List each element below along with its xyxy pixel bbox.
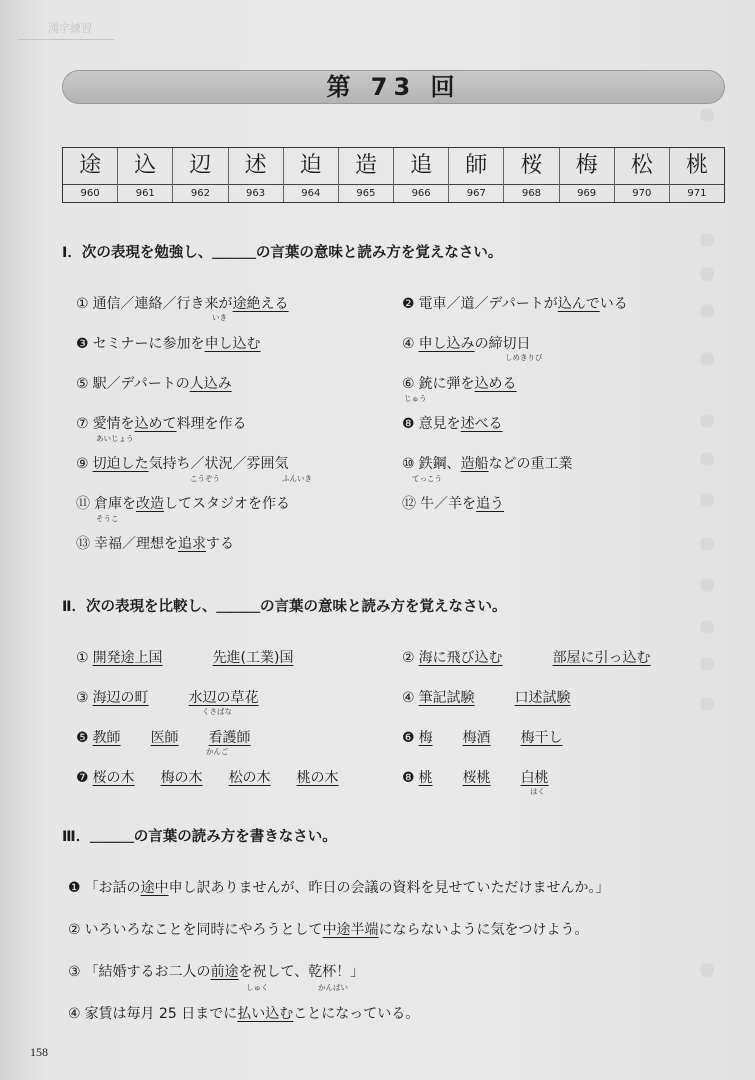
- item-number: ④: [402, 690, 415, 706]
- item-text: 通信／連絡／行き来が: [92, 296, 233, 312]
- kanji-char: 桜: [504, 148, 558, 185]
- underlined-word: 込める: [474, 376, 517, 392]
- comparison-item: [76, 728, 251, 748]
- item-number: ⑥: [402, 376, 415, 392]
- furigana: こうぞう: [190, 474, 220, 483]
- kanji-number: 969: [577, 188, 597, 199]
- kanji-cell: [615, 148, 670, 202]
- item-number: ❼: [76, 770, 89, 786]
- kanji-number: 965: [356, 188, 376, 199]
- furigana: かんぱい: [318, 983, 348, 992]
- item-text: 幸福／理想を: [94, 536, 178, 552]
- item-number: ❸: [76, 336, 89, 352]
- kanji-number: 962: [190, 188, 210, 199]
- compare-word: 梅: [418, 730, 433, 746]
- item-number: ❻: [402, 730, 415, 746]
- compare-word: 桜の木: [92, 770, 135, 786]
- underlined-word: 造船: [460, 456, 489, 472]
- compare-word: 教師: [92, 730, 121, 746]
- lesson-title-banner: [62, 70, 725, 104]
- item-number: ①: [76, 650, 89, 666]
- item-text: する: [206, 536, 234, 552]
- item-number: ❺: [76, 730, 89, 746]
- kanji-cell: [118, 148, 173, 202]
- item-text: 「結婚するお二人の: [84, 964, 211, 980]
- item-number: ❽: [402, 770, 415, 786]
- compare-word: 梅の木: [160, 770, 203, 786]
- expression-item: [402, 414, 503, 434]
- item-text: 鉄鋼、: [418, 456, 461, 472]
- compare-word: 口述試験: [514, 690, 571, 706]
- kanji-number: 963: [246, 188, 266, 199]
- compare-word: 部屋に引っ込む: [552, 650, 651, 666]
- comparison-item: [402, 728, 563, 748]
- item-text: 駅／デパートの: [92, 376, 190, 392]
- expression-item: [402, 374, 517, 394]
- kanji-cell: [670, 148, 724, 202]
- underlined-word: 述べる: [460, 416, 503, 432]
- underlined-word: 申し込む: [204, 336, 261, 352]
- comparison-item: [402, 648, 651, 668]
- item-text: 牛／羊を: [420, 496, 476, 512]
- item-text: などの重工業: [488, 456, 573, 472]
- compare-word: 桃の木: [296, 770, 339, 786]
- kanji-char: 桃: [670, 148, 724, 185]
- kanji-char: 師: [449, 148, 503, 185]
- kanji-char: 途: [63, 148, 117, 185]
- item-number: ⑫: [402, 496, 416, 512]
- item-number: ②: [68, 922, 81, 938]
- item-text: 銃に弾を: [418, 376, 475, 392]
- item-number: ④: [68, 1006, 81, 1022]
- reading-question: [68, 920, 589, 940]
- kanji-char: 松: [615, 148, 669, 185]
- kanji-char: 梅: [560, 148, 614, 185]
- compare-word: 開発途上国: [92, 650, 163, 666]
- comparison-item: [76, 768, 339, 788]
- underlined-word: 追う: [476, 496, 504, 512]
- item-text: いろいろなことを同時にやろうとして: [84, 922, 323, 938]
- item-number: ⑪: [76, 496, 90, 512]
- kanji-cell: [173, 148, 228, 202]
- item-number: ③: [76, 690, 89, 706]
- furigana: くさばな: [202, 707, 232, 716]
- expression-item: [76, 454, 289, 474]
- item-text: 申し訳ありませんが、昨日の会議の資料を見せていただけませんか。」: [168, 880, 610, 896]
- item-number: ❽: [402, 416, 415, 432]
- compare-word: 梅干し: [520, 730, 563, 746]
- furigana: はく: [530, 787, 545, 796]
- underlined-word: 申し込み: [418, 336, 475, 352]
- furigana: じゅう: [404, 394, 427, 403]
- expression-item: [76, 414, 247, 434]
- kanji-number: 968: [521, 188, 541, 199]
- item-number: ⑤: [76, 376, 89, 392]
- furigana: そうこ: [96, 514, 119, 523]
- kanji-cell: [560, 148, 615, 202]
- kanji-cell: [229, 148, 284, 202]
- underlined-word: 改造: [136, 496, 164, 512]
- kanji-cell: [504, 148, 559, 202]
- item-text: の締切日: [474, 336, 531, 352]
- kanji-char: 追: [394, 148, 448, 185]
- kanji-number: 961: [135, 188, 155, 199]
- underlined-word: 切迫した: [92, 456, 149, 472]
- expression-item: [76, 494, 290, 514]
- underlined-word: 人込み: [189, 376, 232, 392]
- comparison-item: [76, 688, 259, 708]
- item-number: ③: [68, 964, 81, 980]
- compare-word: 先進(工業)国: [212, 650, 294, 666]
- kanji-number: 971: [687, 188, 707, 199]
- kanji-char: 造: [339, 148, 393, 185]
- item-number: ⑩: [402, 456, 415, 472]
- item-text: にならないように気をつけよう。: [378, 922, 589, 938]
- underlined-word: 払い込む: [237, 1006, 294, 1022]
- item-text: ことになっている。: [293, 1006, 420, 1022]
- comparison-item: [402, 768, 549, 788]
- underlined-word: 込めて: [134, 416, 177, 432]
- lesson-title: 第 73 回: [326, 73, 461, 101]
- kanji-char: 述: [229, 148, 283, 185]
- page-number: 158: [30, 1045, 48, 1059]
- compare-word: 看護師: [208, 730, 251, 746]
- furigana: ふんいき: [282, 474, 312, 483]
- compare-word: 桃: [418, 770, 433, 786]
- furigana: しめきりび: [505, 353, 543, 362]
- kanji-char: 辺: [173, 148, 227, 185]
- item-number: ①: [76, 296, 89, 312]
- reading-question: [68, 878, 610, 898]
- compare-word: 梅酒: [462, 730, 491, 746]
- underlined-word: 途絶える: [232, 296, 289, 312]
- compare-word: 筆記試験: [418, 690, 475, 706]
- item-number: ⑬: [76, 536, 90, 552]
- underlined-word: 前途: [210, 964, 239, 980]
- expression-item: [76, 534, 234, 554]
- underlined-word: 込んで: [557, 296, 600, 312]
- kanji-cell: [449, 148, 504, 202]
- item-text: 意見を: [418, 416, 461, 432]
- furigana: いき: [212, 313, 227, 322]
- item-text: 気持ち／状況／雰囲気: [148, 456, 289, 472]
- compare-word: 医師: [150, 730, 179, 746]
- reading-question: [68, 1004, 419, 1024]
- item-text: 料理を作る: [176, 416, 247, 432]
- expression-item: [402, 334, 531, 354]
- reading-question: [68, 962, 364, 982]
- furigana: あいじょう: [96, 434, 134, 443]
- compare-word: 海辺の町: [92, 690, 149, 706]
- furigana: てっこう: [412, 474, 442, 483]
- expression-item: [402, 494, 504, 514]
- item-text: 倉庫を: [94, 496, 136, 512]
- compare-word: 桜桃: [462, 770, 491, 786]
- expression-item: [76, 294, 289, 314]
- expression-item: [402, 294, 628, 314]
- kanji-cell: [63, 148, 118, 202]
- expression-item: [402, 454, 573, 474]
- furigana: しゅく: [246, 983, 269, 992]
- item-number: ④: [402, 336, 415, 352]
- item-text: してスタジオを作る: [164, 496, 290, 512]
- kanji-cell: [394, 148, 449, 202]
- kanji-number: 964: [301, 188, 321, 199]
- underlined-word: 中途半端: [322, 922, 379, 938]
- section-2-heading: Ⅱ．次の表現を比較し、＿＿＿の言葉の意味と読み方を覚えなさい。: [62, 599, 507, 615]
- kanji-char: 迫: [284, 148, 338, 185]
- compare-word: 松の木: [228, 770, 271, 786]
- item-text: セミナーに参加を: [92, 336, 205, 352]
- section-3-heading: Ⅲ．＿＿＿の言葉の読み方を書きなさい。: [62, 829, 337, 845]
- item-text: 電車／道／デパートが: [418, 296, 558, 312]
- kanji-cell: [339, 148, 394, 202]
- kanji-number: 967: [466, 188, 486, 199]
- expression-item: [76, 374, 232, 394]
- underlined-word: 追求: [178, 536, 206, 552]
- compare-word: 海に飛び込む: [418, 650, 503, 666]
- item-text: 愛情を: [92, 416, 135, 432]
- item-text: いる: [599, 296, 628, 312]
- item-number: ②: [402, 650, 415, 666]
- underlined-word: 途中: [140, 880, 169, 896]
- kanji-number: 966: [411, 188, 431, 199]
- kanji-number: 970: [632, 188, 652, 199]
- kanji-cell: [284, 148, 339, 202]
- kanji-number: 960: [80, 188, 100, 199]
- item-text: を祝して、乾杯！」: [238, 964, 365, 980]
- item-number: ❷: [402, 296, 415, 312]
- header-tag: 漢字練習: [18, 18, 114, 40]
- kanji-table: [62, 147, 725, 203]
- compare-word: 水辺の草花: [188, 690, 259, 706]
- item-number: ⑨: [76, 456, 89, 472]
- expression-item: [76, 334, 261, 354]
- item-number: ❶: [68, 880, 81, 896]
- kanji-char: 込: [118, 148, 172, 185]
- compare-word: 白桃: [520, 770, 549, 786]
- comparison-item: [402, 688, 571, 708]
- section-1-heading: Ⅰ．次の表現を勉強し、＿＿＿の言葉の意味と読み方を覚えなさい。: [62, 245, 503, 261]
- furigana: かんご: [206, 747, 229, 756]
- item-number: ⑦: [76, 416, 89, 432]
- comparison-item: [76, 648, 294, 668]
- item-text: 「お話の: [84, 880, 141, 896]
- item-text: 家賃は毎月 25 日までに: [84, 1006, 238, 1022]
